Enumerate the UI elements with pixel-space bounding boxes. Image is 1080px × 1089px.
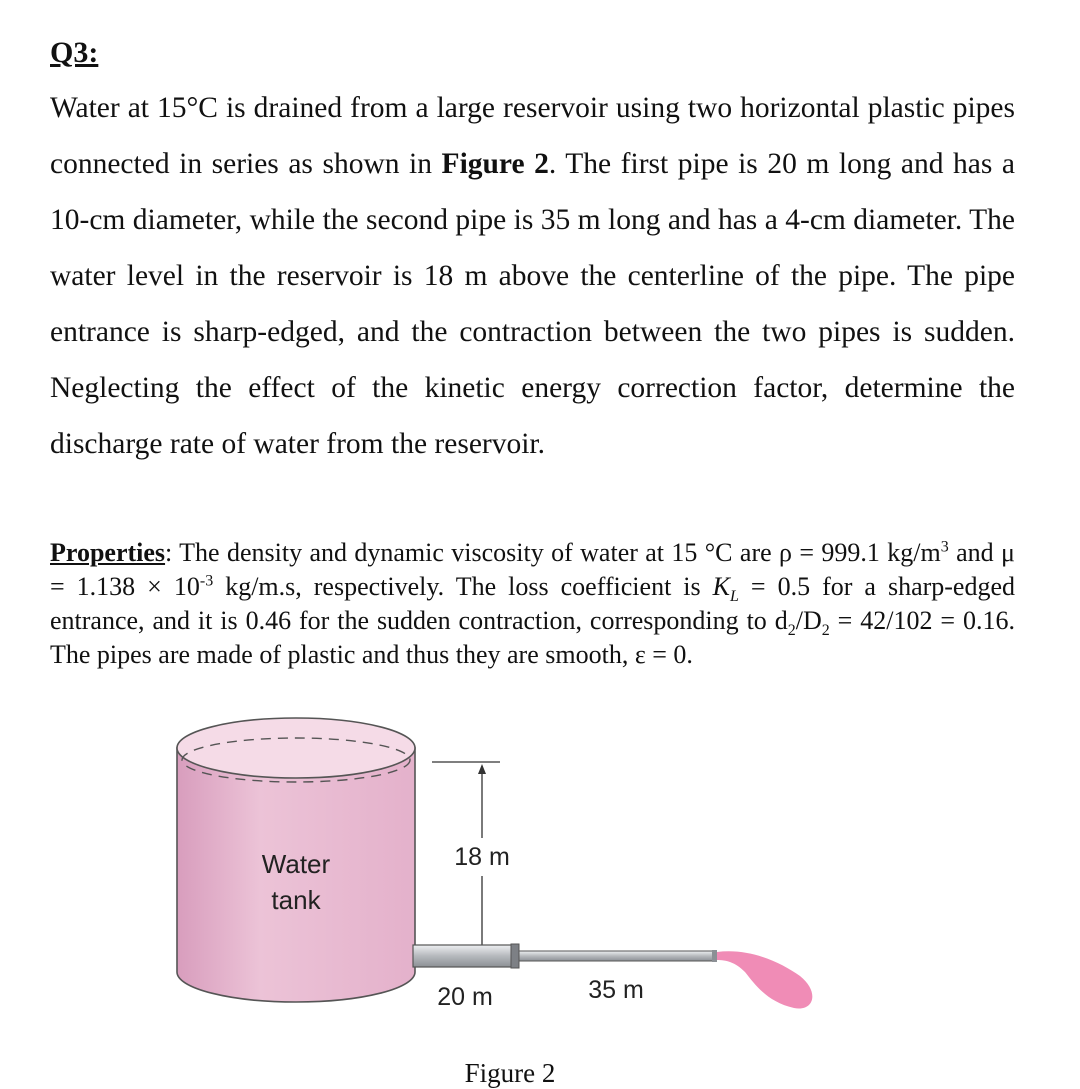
properties-text-3: kg/m.s, respectively. The loss coefficient is [213, 572, 713, 601]
D-subscript: 2 [821, 622, 830, 640]
figure-caption: Figure 2 [464, 1058, 556, 1088]
figure-reference: Figure 2 [441, 148, 549, 180]
loss-coefficient-symbol: K [712, 572, 730, 601]
properties-text-6: = 42/102 = 0.16. The pipes are made of plastic and thus they are smooth, ε = 0. [50, 606, 1015, 669]
tank-label-line-2: tank [271, 885, 321, 915]
problem-text-before: Water at 15°C is drained from a large reservoir using two horizontal plastic pipes connected in series as shown in [50, 92, 1015, 180]
pipe-1 [413, 944, 519, 968]
density-unit-exponent: 3 [940, 538, 949, 556]
pipe-2-length-label: 35 m [588, 976, 644, 1004]
viscosity-exponent: -3 [199, 572, 214, 590]
loss-coefficient-subscript: L [730, 588, 739, 606]
properties-text-2: and μ = 1.138 × 10 [50, 538, 1015, 601]
question-heading: Q3: [50, 36, 99, 69]
tank-label-line-1: Water [261, 849, 331, 879]
properties-paragraph [50, 536, 1015, 672]
properties-text-4: = 0.5 for a sharp-edged entrance, and it is 0.46 for the sudden contraction, corresponding to d [50, 572, 1016, 635]
problem-text-after: . The first pipe is 20 m long and has a 10-cm diameter, while the second pipe is 35 m long and has a 4-cm diameter. The water level in the reservoir is 18 m above the centerline of the pipe. The pipe entrance is sharp-edged, and the contraction between the two pipes is sudden. Neglecting the effect of the kinetic energy correction factor, determine the discharge rate of water from the reservoir. [50, 148, 1015, 460]
properties-label: Properties [50, 538, 166, 567]
problem-statement [50, 80, 1015, 472]
pipe-1-length-label: 20 m [437, 983, 493, 1011]
height-label: 18 m [454, 843, 510, 871]
water-jet [717, 951, 812, 1008]
properties-text-5: /D [795, 606, 822, 635]
d-subscript: 2 [787, 622, 796, 640]
figure-2-diagram [160, 700, 860, 1085]
properties-text-1: : The density and dynamic viscosity of water at 15 °C are ρ = 999.1 kg/m [165, 538, 941, 567]
pipe-2 [519, 950, 717, 962]
